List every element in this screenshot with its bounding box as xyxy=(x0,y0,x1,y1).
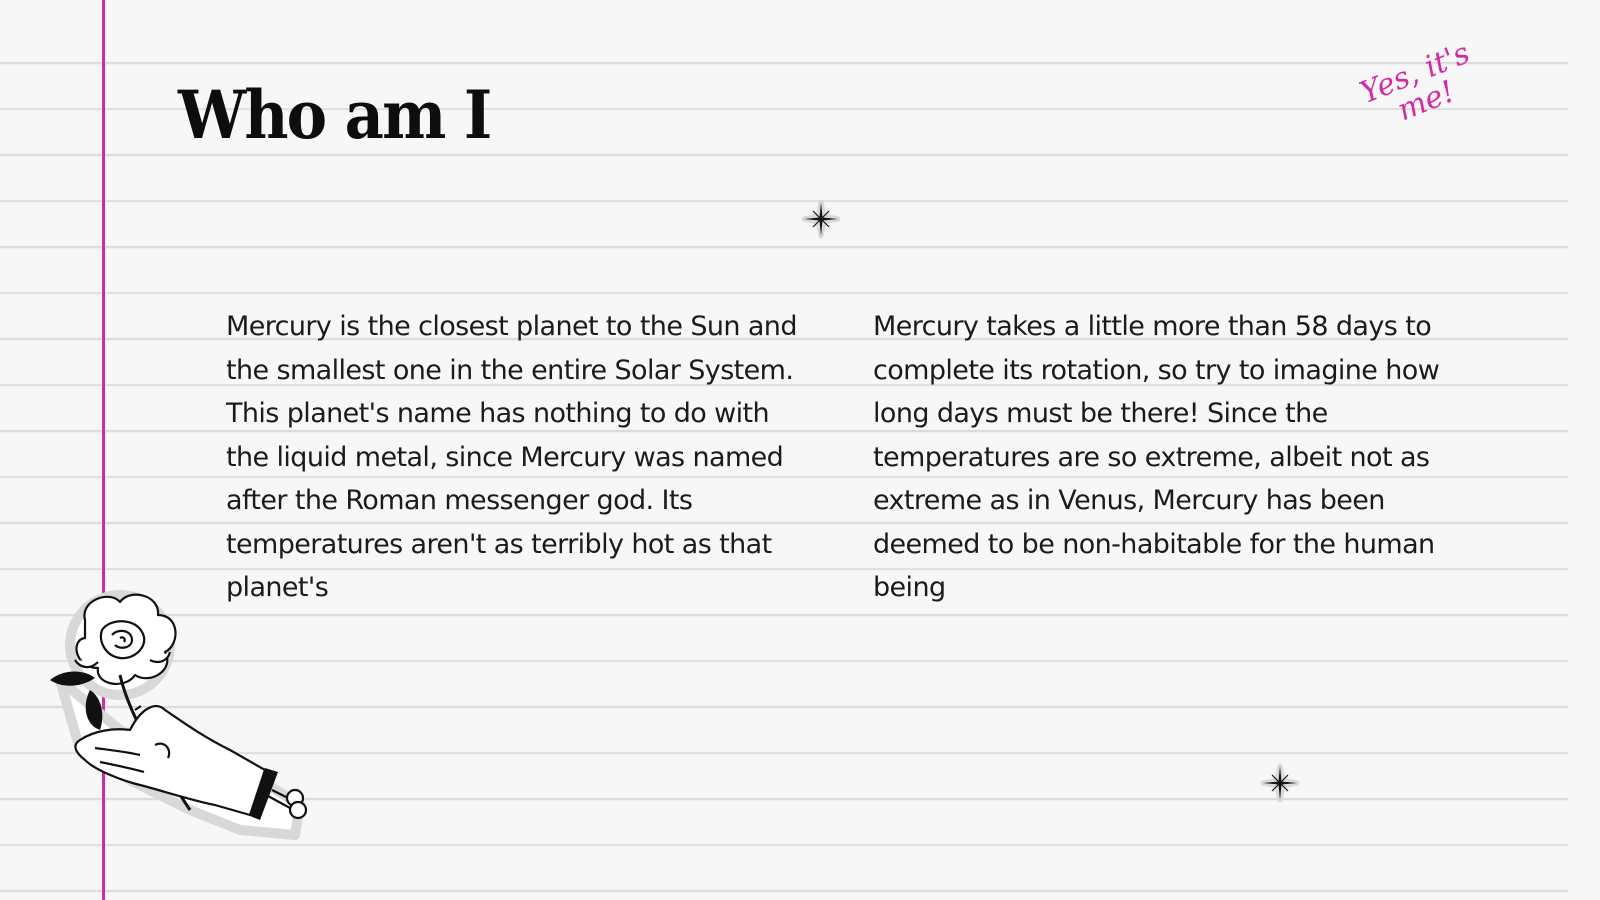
flower-hand-illustration xyxy=(40,590,330,860)
slide-title: Who am I xyxy=(178,76,491,154)
sparkle-icon xyxy=(1257,760,1303,806)
body-text-right: Mercury takes a little more than 58 days to complete its rotation, so try to imagine how long days must be there! Since the temperatures are so extreme, albeit not as extreme as in Venus, Mercury has been deemed to be non-habitable for the human being xyxy=(873,311,1440,603)
handwritten-note: Yes, it's me! xyxy=(1355,35,1475,129)
body-text-left: Mercury is the closest planet to the Sun and the smallest one in the entire Solar System. This planet's name has nothing to do with the liquid metal, since Mercury was named after the Roman messenger god. Its temperatures aren't as terribly hot as that planet's xyxy=(226,311,797,603)
sparkle-icon xyxy=(798,196,844,242)
paper-edge xyxy=(1568,0,1600,900)
